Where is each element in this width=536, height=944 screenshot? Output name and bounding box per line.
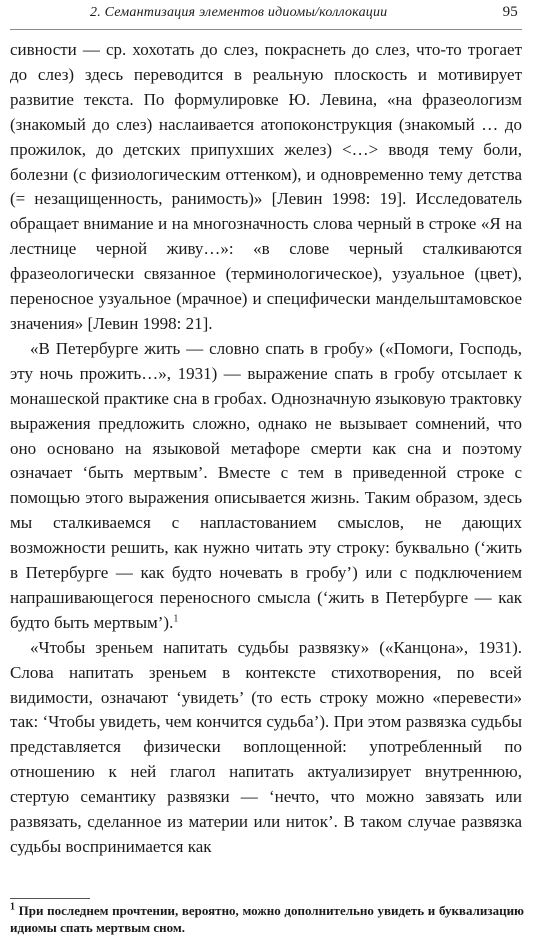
paragraph-2-text: «В Петербурге жить — словно спать в гробу» («Помоги, Господь, эту ночь прожить…», 1931) — выражение спать в гробу отсылает к монашеской практике сна в гробах. Однозначную языковую трактовку выражения предложить сложно, однако не вызывает сомнений, что оно основано на языковой метафоре смерти как сна и поэтому означает ‘быть мертвым’. Вместе с тем в приведенной строке с помощью этого выражения описывается жизнь. Таким образом, здесь мы сталкиваемся с напластованием смыслов, не дающих возможности решить, как нужно читать эту строку: буквально (‘жить в Петербурге — как будто ночевать в гробу’) или с подключением напрашивающегося переносного смысла (‘жить в Петербурге — как будто быть мертвым’).	[10, 338, 522, 632]
footnote-reference[interactable]: 1	[173, 613, 179, 625]
page-number: 95	[502, 4, 518, 20]
body-text	[10, 38, 522, 860]
running-head	[10, 4, 522, 30]
footnote	[10, 902, 524, 936]
paragraph-2	[10, 337, 522, 636]
chapter-title: 2. Семантизация элементов идиомы/коллокации	[90, 5, 388, 20]
footnote-text: При последнем прочтении, вероятно, можно дополнительно увидеть и буквализацию идиомы спать мертвым сном.	[10, 903, 524, 935]
paragraph-3: «Чтобы зреньем напитать судьбы развязку» («Канцона», 1931). Слова напитать зреньем в контексте стихотворения, по всей видимости, означают ‘увидеть’ (то есть строку можно «перевести» так: ‘Чтобы увидеть, чем кончится судьба’). При этом развязка судьбы представляется физически воплощенной: употребленный по отношению к ней глагол напитать актуализирует внутреннюю, стертую семантику развязки — ‘нечто, что можно завязать или развязать, сделанное из материи или ниток’. В таком случае развязка судьбы воспринимается как	[10, 637, 522, 856]
paragraph-1: сивности — ср. хохотать до слез, покраснеть до слез, что-то трогает до слез) здесь переводится в реальную плоскость и мотивирует развитие текста. По формулировке Ю. Левина, «на фразеологизм (знакомый до слез) наслаивается атопоконструкция (знакомый … до прожилок, до детских припухших желез) <…> вводя тему боли, болезни (с физиологическим оттенком), и одновременно тему детства (= незащищенность, ранимость)» [Левин 1998: 19]. Исследователь обращает внимание и на многозначность слова черный в строке «Я на лестнице черной живу…»: «в слове черный сталкиваются фразеологически связанное (терминологическое), узуальное (цвет), переносное узуальное (мрачное) и специфически мандельштамовское значения» [Левин 1998: 21].	[10, 40, 522, 333]
footnote-divider	[10, 898, 90, 899]
footnote-marker: 1	[10, 901, 15, 913]
